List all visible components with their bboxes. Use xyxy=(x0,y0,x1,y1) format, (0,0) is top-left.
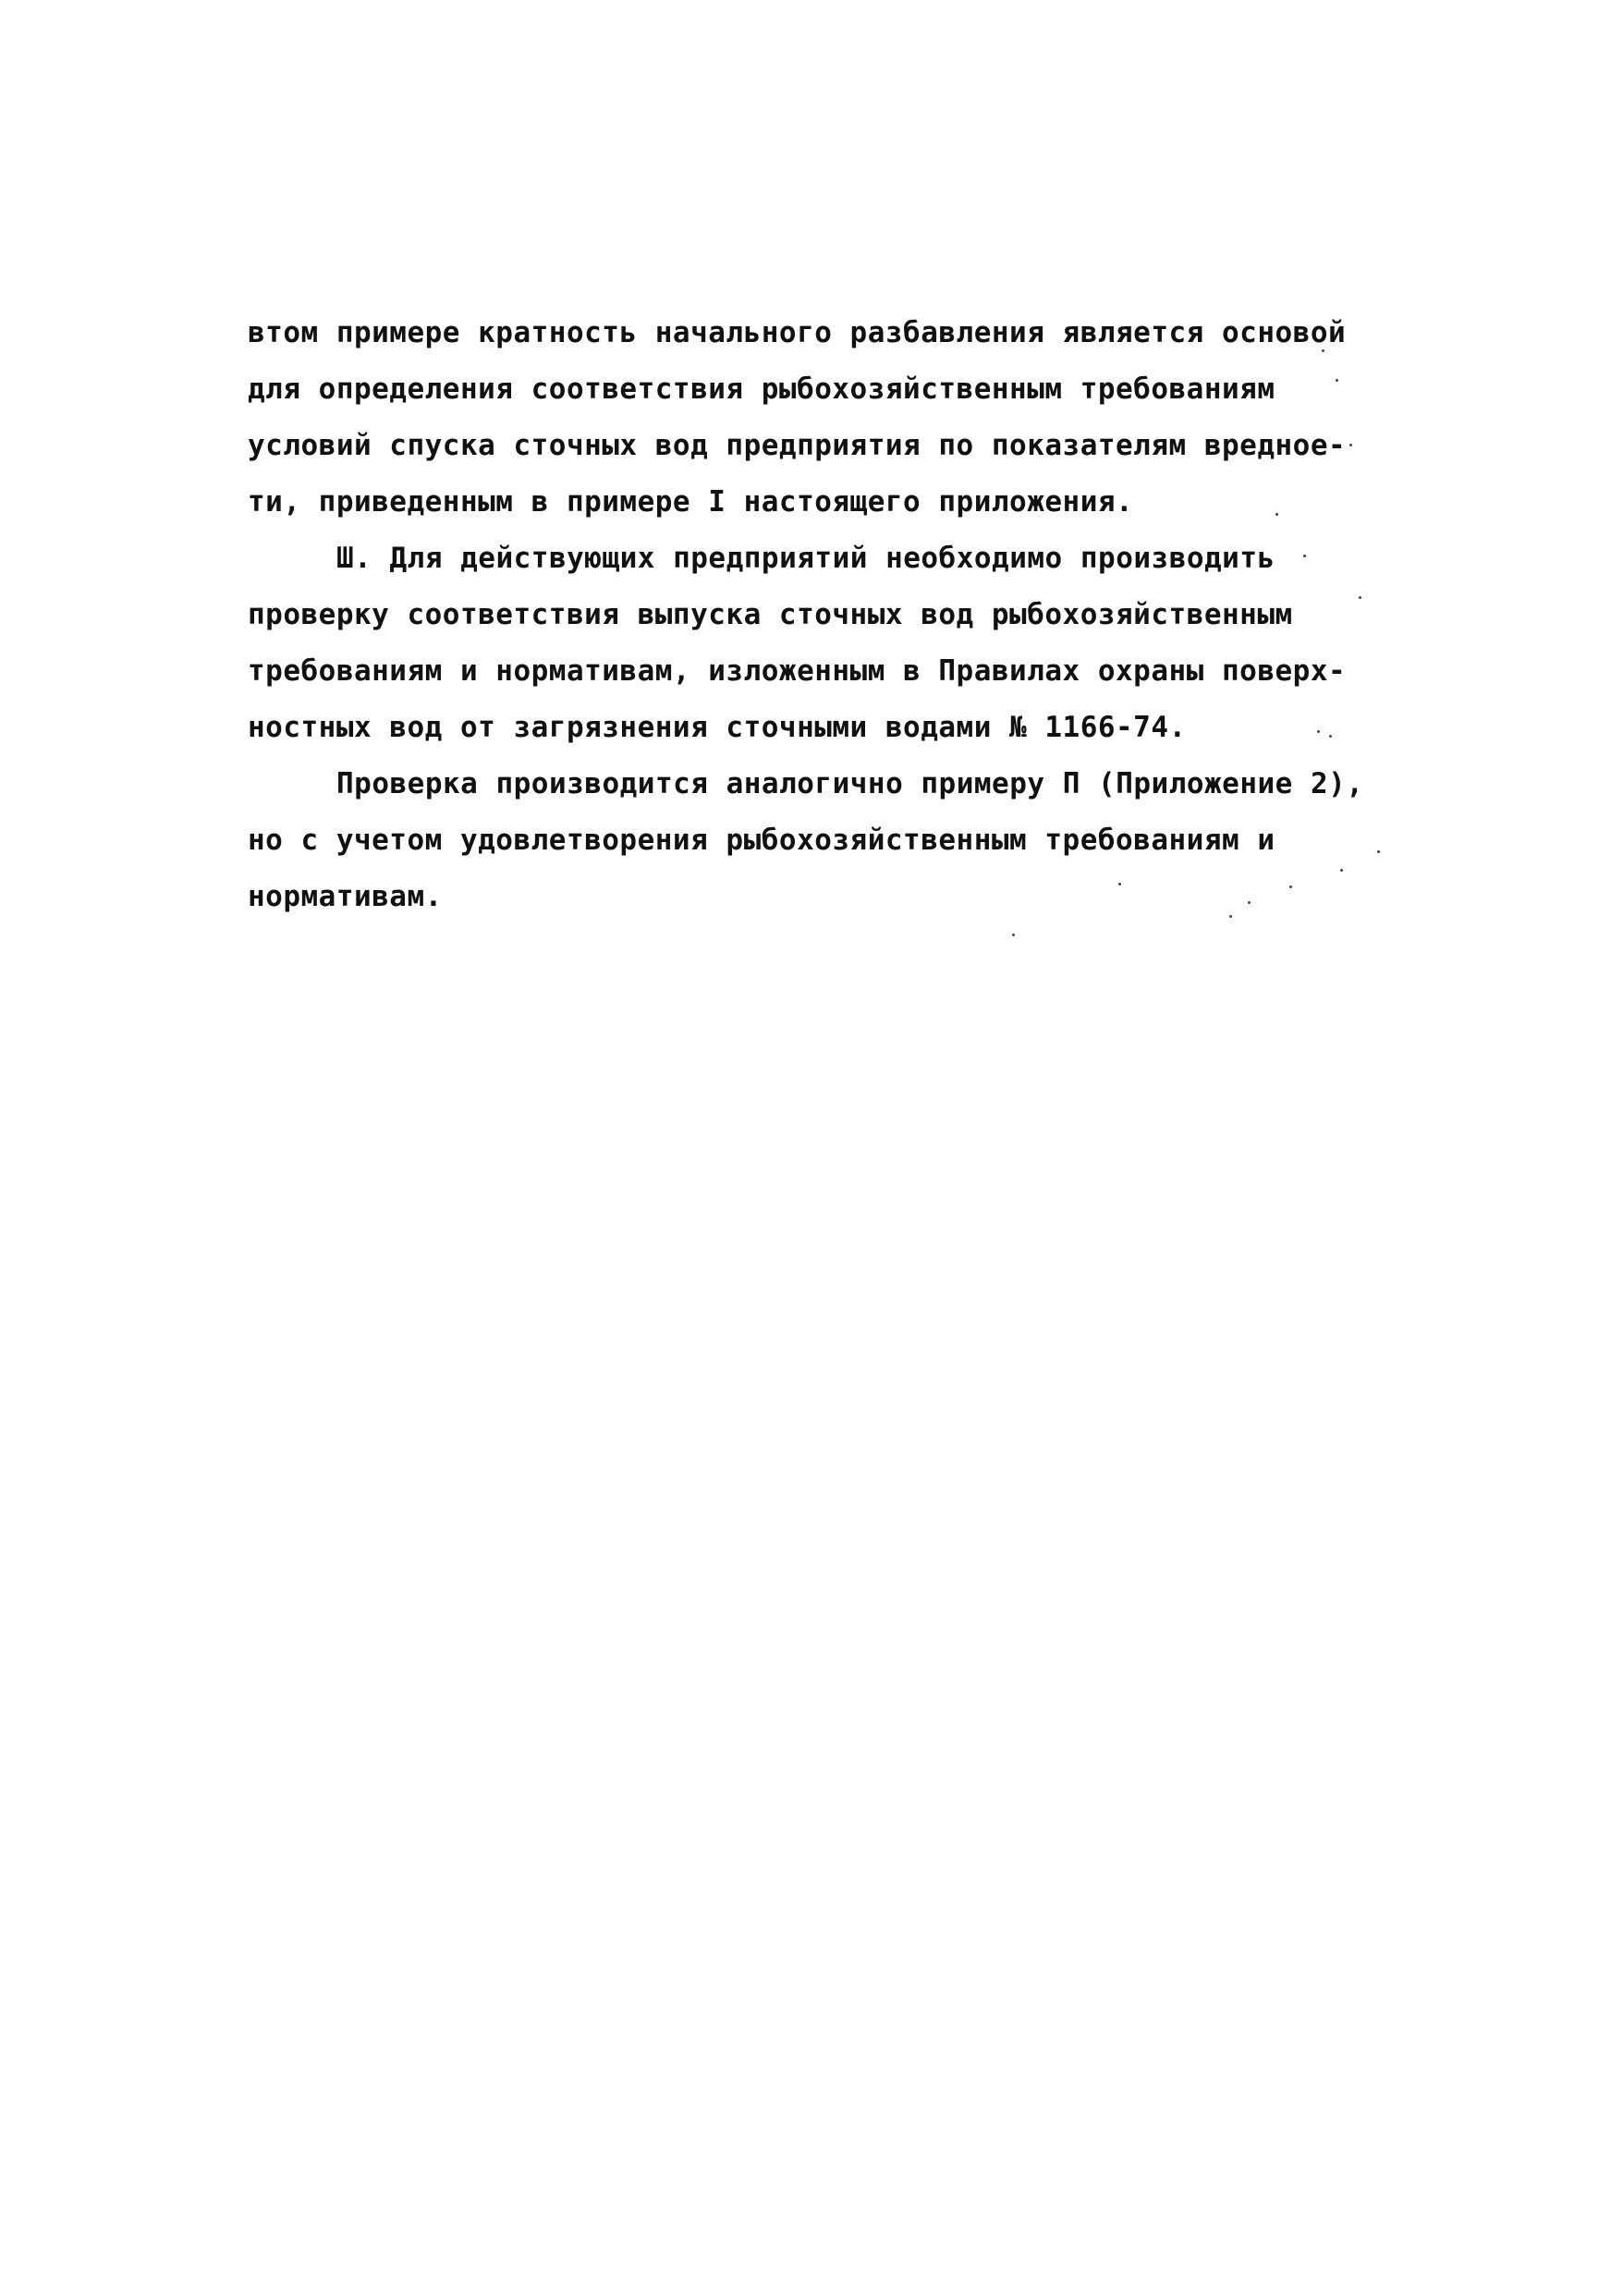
scan-speck xyxy=(1359,596,1361,599)
text-line: для определения соответствия рыбохозяйственным требованиям xyxy=(248,372,1275,406)
scan-speck xyxy=(1349,444,1352,446)
text-line: проверку соответствия выпуска сточных вод рыбохозяйственным xyxy=(248,598,1293,631)
text-line: втом примере кратность начального разбавления является основой xyxy=(248,316,1347,349)
scan-speck xyxy=(1336,379,1338,382)
scan-speck xyxy=(1275,513,1278,516)
paragraph-start-line: Проверка производится аналогично примеру П (Приложение 2), xyxy=(336,767,1364,800)
scan-speck xyxy=(1248,901,1251,904)
text-line: но с учетом удовлетворения рыбохозяйственным требованиям и xyxy=(248,824,1275,857)
text-line: нормативам. xyxy=(248,880,443,913)
scan-speck xyxy=(1340,869,1343,872)
scan-speck xyxy=(1377,850,1380,853)
text-line: требованиям и нормативам, изложенным в Правилах охраны поверх- xyxy=(248,654,1347,688)
scan-speck xyxy=(1322,349,1324,352)
scan-speck xyxy=(1118,883,1121,885)
scan-speck xyxy=(1289,885,1292,888)
scan-speck xyxy=(1303,555,1306,557)
paragraph-start-line: Ш. Для действующих предприятий необходимо производить xyxy=(336,542,1275,575)
text-line: ти, приведенным в примере I настоящего приложения. xyxy=(248,485,1134,519)
scan-speck xyxy=(1012,934,1015,936)
scan-speck xyxy=(1329,735,1332,738)
scan-speck xyxy=(1229,915,1232,918)
text-line: ностных вод от загрязнения сточными водами № 1166-74. xyxy=(248,711,1187,744)
text-line: условий спуска сточных вод предприятия по показателям вредное- xyxy=(248,429,1347,462)
body-text xyxy=(248,305,1394,925)
scan-speck xyxy=(1317,730,1320,733)
